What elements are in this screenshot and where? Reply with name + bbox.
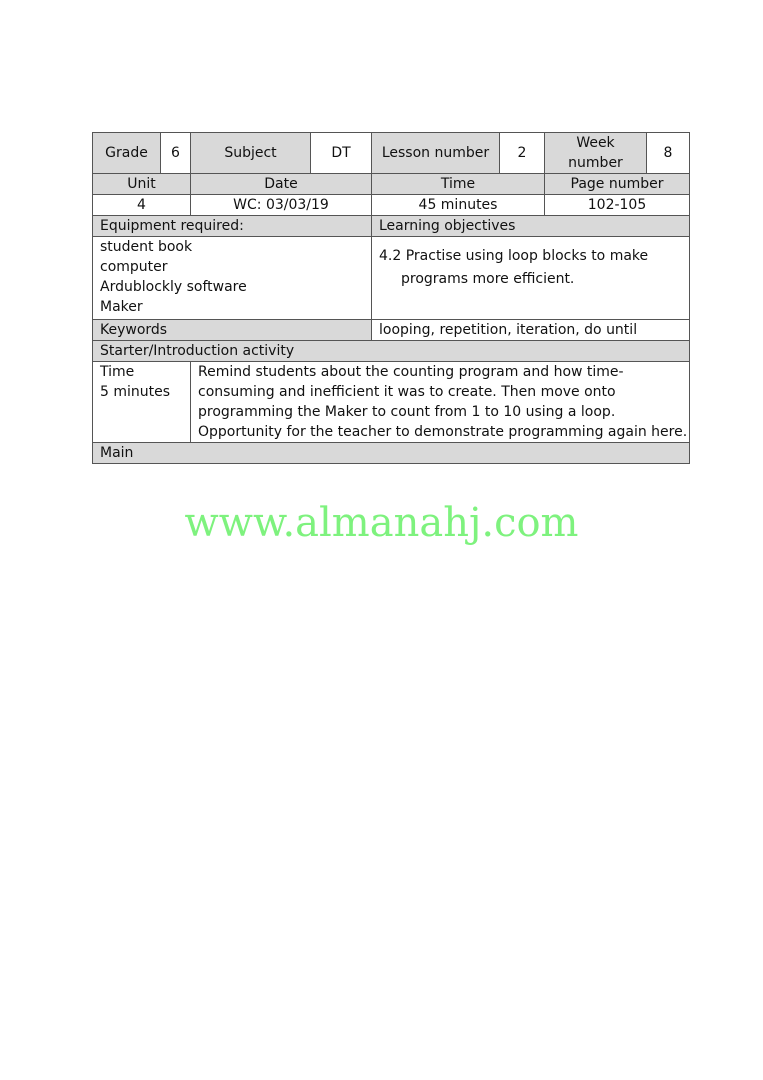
starter-line: consuming and inefficient it was to create. Then move onto	[198, 384, 616, 400]
equipment-item: Maker	[100, 299, 143, 315]
page-number-header: Page number	[545, 174, 690, 195]
starter-line: Remind students about the counting program and how time-	[198, 364, 624, 380]
date-value: WC: 03/03/19	[191, 195, 372, 216]
starter-time	[93, 362, 191, 443]
equipment-item: computer	[100, 259, 168, 275]
starter-line: programming the Maker to count from 1 to 10 using a loop.	[198, 404, 616, 420]
starter-content-row	[93, 362, 690, 443]
lesson-number-label: Lesson number	[372, 133, 500, 174]
watermark: www.almanahj.com	[184, 500, 579, 546]
week-number-value: 8	[647, 133, 690, 174]
subject-value: DT	[311, 133, 372, 174]
time-value: 45 minutes	[372, 195, 545, 216]
grade-value: 6	[161, 133, 191, 174]
unit-value: 4	[93, 195, 191, 216]
equipment-item: Ardublockly software	[100, 279, 247, 295]
starter-heading: Starter/Introduction activity	[93, 341, 690, 362]
starter-time-value: 5 minutes	[100, 384, 171, 400]
starter-heading-row	[93, 341, 690, 362]
info-value-row	[93, 195, 690, 216]
keywords-label: Keywords	[93, 320, 372, 341]
week-label-line2: number	[568, 155, 623, 171]
week-label-line1: Week	[576, 135, 615, 151]
week-number-label	[545, 133, 647, 174]
starter-time-label: Time	[100, 364, 135, 380]
starter-description	[191, 362, 690, 443]
lesson-plan-table	[92, 132, 690, 464]
info-header-row	[93, 174, 690, 195]
objectives-text	[372, 237, 690, 320]
starter-line: Opportunity for the teacher to demonstrate programming again here.	[198, 424, 688, 440]
keywords-value: looping, repetition, iteration, do until	[372, 320, 690, 341]
equipment-objectives-row	[93, 237, 690, 320]
grade-label: Grade	[93, 133, 161, 174]
objective-line: 4.2 Practise using loop blocks to make	[379, 248, 649, 264]
equipment-list	[93, 237, 372, 320]
objective-line: programs more efficient.	[401, 271, 575, 287]
lesson-number-value: 2	[500, 133, 545, 174]
main-heading-row	[93, 443, 690, 464]
time-header: Time	[372, 174, 545, 195]
page-number-value: 102-105	[545, 195, 690, 216]
equipment-item: student book	[100, 239, 193, 255]
header-row	[93, 133, 690, 174]
unit-header: Unit	[93, 174, 191, 195]
main-heading: Main	[93, 443, 690, 464]
date-header: Date	[191, 174, 372, 195]
subject-label: Subject	[191, 133, 311, 174]
equipment-label: Equipment required:	[93, 216, 372, 237]
section-label-row	[93, 216, 690, 237]
objectives-label: Learning objectives	[372, 216, 690, 237]
keywords-row	[93, 320, 690, 341]
